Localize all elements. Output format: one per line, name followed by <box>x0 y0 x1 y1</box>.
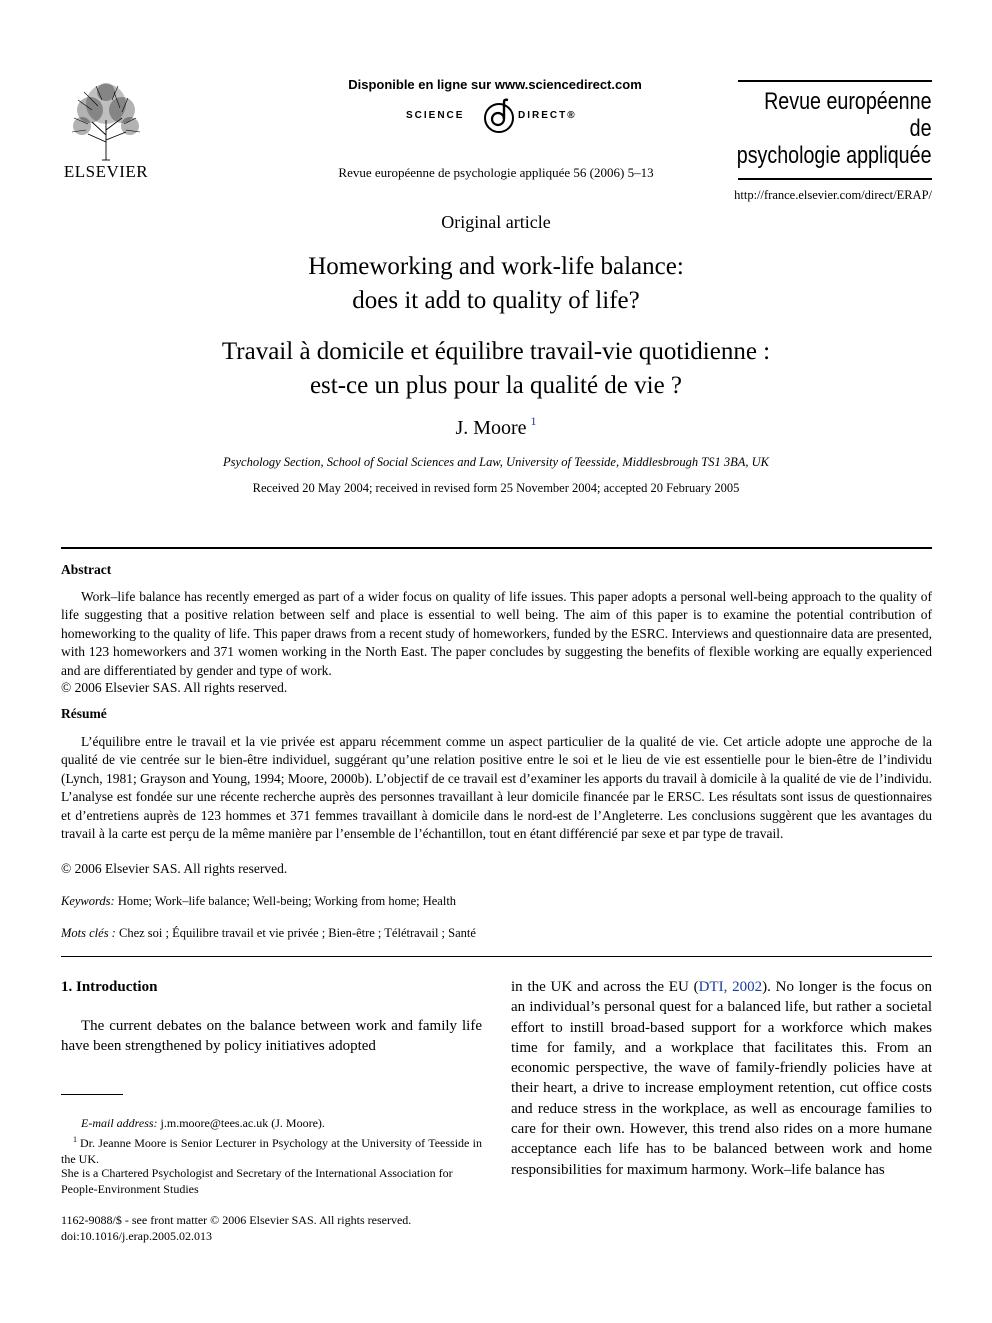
mots-cles <box>61 926 476 941</box>
affiliation: Psychology Section, School of Social Sciences and Law, University of Teesside, Middlesbrough TS1 3BA, UK <box>223 455 769 469</box>
publisher-name: ELSEVIER <box>63 162 149 181</box>
divider-top <box>61 547 932 549</box>
elsevier-tree-icon <box>62 80 150 162</box>
resume-text: L’équilibre entre le travail et la vie privée est apparu récemment comme un aspect particulier de la qualité de vie. Cet article adopte une approche de la qualité de vie centrée sur le bien-être individuel, suggérant qu’une relation positive entre le soi et le lieu de vie est essentielle pour le bien-être de l’individu (Lynch, 1981; Grayson and Young, 1994; Moore, 2000b). L’objectif de ce travail est d’examiner les apports du travail à domicile à la qualité de vie de l’individu. L’analyse est fondée sur une récente recherche auprès des personnes travaillant à leur domicile financée par le ERSC. Les résultats sont issus de questionnaires et d’entretiens auprès de 123 hommes et 371 femmes travaillant à domicile dans le nord-est de l’Angleterre. Les conclusions suggèrent que les avantages du travail à la carte est perçu de la même manière par l’ensemble de l’échantillon, tout en étant différencié par sexe et par type de travail. <box>61 734 932 842</box>
intro-paragraph: The current debates on the balance between work and family life have been strengthened by policy initiatives adopted <box>61 1018 482 1055</box>
author <box>0 414 992 440</box>
footnote-number: 1 <box>73 1135 77 1144</box>
intro-continued: in the UK and across the EU (DTI, 2002). No longer is the focus on an individual’s personal quest for a balanced life, but rather a societal effort to instill broad-based support for a workforce which makes time for family, and a workplace that facilitates this. From an economic perspective, the wave of family-friendly policies have at their heart, a drive to increase employment retention, cut office costs and reduce stress in the workplace, as well as encourage families to care for their own. However, this trend also rides on a more humane acceptance each life has to be balanced between work and home responsibilities for maximum harmony. Work–life balance has <box>511 979 933 1178</box>
sd-right-text: DIRECT® <box>518 110 577 121</box>
mots-cles-label: Mots clés : <box>61 926 116 940</box>
footnote-1 <box>61 1132 482 1168</box>
sciencedirect-logo <box>400 98 590 134</box>
issn-front-matter: 1162-9088/$ - see front matter © 2006 Elsevier SAS. All rights reserved. <box>61 1213 412 1227</box>
email-label: E-mail address: <box>81 1116 158 1130</box>
author-footnote-link[interactable]: 1 <box>530 414 537 428</box>
left-column <box>61 1016 482 1057</box>
title-french: Travail à domicile et équilibre travail-vie quotidienne : est-ce un plus pour la qualité de vie ? <box>221 338 771 399</box>
abstract-heading: Abstract <box>61 562 112 577</box>
mots-cles-value: Chez soi ; Équilibre travail et vie privée ; Bien-être ; Télétravail ; Santé <box>118 926 476 940</box>
resume-heading: Résumé <box>61 706 107 721</box>
received-dates: Received 20 May 2004; received in revised form 25 November 2004; accepted 20 February 2005 <box>252 481 740 495</box>
abstract-body <box>61 588 932 680</box>
footnote-1-text: Dr. Jeanne Moore is Senior Lecturer in Psychology at the University of Teesside in the UK. <box>61 1136 482 1167</box>
abstract-text: Work–life balance has recently emerged as part of a wider focus on quality of life issues. This paper adopts a personal well-being approach to the quality of life suggesting that a positive relation between self and place is essential to well being. The aim of this paper is to examine the potential contribution of homeworking to the quality of life. This paper draws from a recent study of homeworkers, funded by the ESRC. Interviews and questionnaire data are presented, with 123 homeworkers and 371 women working in the North East. The paper concludes by suggesting the benefits of flexible working are equally experienced and are differentiated by gender and type of work. <box>61 589 932 678</box>
available-online-text: Disponible en ligne sur www.sciencedirect.com <box>348 77 642 92</box>
email-address-link[interactable]: j.m.moore@tees.ac.uk (J. Moore). <box>160 1116 325 1130</box>
footnote-email <box>81 1116 325 1131</box>
keywords <box>61 894 456 909</box>
citation-link-dti[interactable]: DTI, 2002 <box>698 979 763 995</box>
journal-reference: Revue européenne de psychologie appliquée 56 (2006) 5–13 <box>338 165 654 180</box>
elsevier-logo <box>60 80 152 188</box>
resume-body <box>61 733 932 843</box>
title-english: Homeworking and work-life balance: does it add to quality of life? <box>308 253 684 314</box>
resume-copyright: © 2006 Elsevier SAS. All rights reserved. <box>61 861 288 876</box>
sciencedirect-at-icon <box>482 98 516 134</box>
article-type: Original article <box>441 212 551 232</box>
keywords-value: Home; Work–life balance; Well-being; Working from home; Health <box>117 894 457 908</box>
journal-name: Revue européenne de psychologie appliquée <box>737 88 932 169</box>
footnote-divider <box>61 1094 123 1095</box>
journal-url-link[interactable]: http://france.elsevier.com/direct/ERAP/ <box>734 188 932 202</box>
section-heading-introduction: 1. Introduction <box>61 979 158 995</box>
author-name: J. Moore <box>455 417 527 439</box>
keywords-label: Keywords: <box>61 894 115 908</box>
footnote-1-continued: She is a Chartered Psychologist and Secretary of the International Association for People-Environment Studies <box>61 1166 453 1197</box>
sd-left-text: SCIENCE <box>406 110 465 121</box>
doi-link[interactable]: doi:10.1016/j.erap.2005.02.013 <box>61 1229 212 1243</box>
journal-name-box <box>738 80 932 180</box>
abstract-copyright: © 2006 Elsevier SAS. All rights reserved. <box>61 680 288 695</box>
divider-bottom <box>61 956 932 957</box>
right-column <box>511 977 932 1180</box>
